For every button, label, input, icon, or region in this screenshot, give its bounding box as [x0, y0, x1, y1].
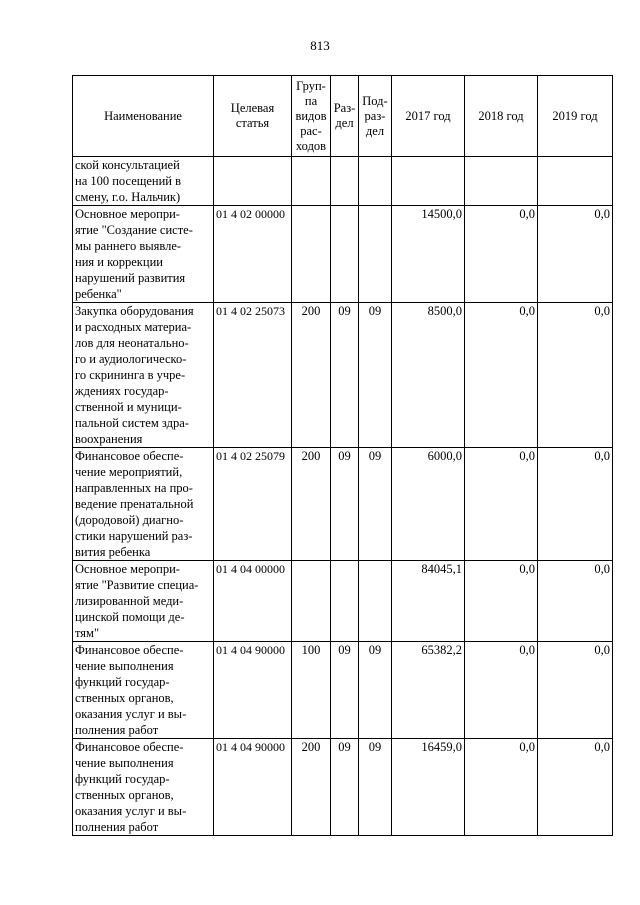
row-name-cell: [73, 448, 214, 561]
row-name-cell: [73, 206, 214, 303]
value-2018-cell: [465, 157, 538, 206]
header-line: видов: [295, 108, 327, 123]
row-name-line: мы раннего выявле-: [75, 239, 182, 253]
target-article-cell: 01 4 04 90000: [214, 739, 292, 836]
row-name-cell: [73, 303, 214, 448]
subsection-cell: 09: [359, 448, 392, 561]
section-cell: 09: [331, 642, 359, 739]
row-name-line: направленных на про-: [75, 481, 193, 495]
value-2019-cell: 0,0: [538, 206, 613, 303]
row-name-line: оказания услуг и вы-: [75, 804, 187, 818]
row-name-line: вития ребенка: [75, 545, 151, 559]
header-2019: 2019 год: [538, 76, 613, 157]
value-2018-cell: 0,0: [465, 448, 538, 561]
table-row: [73, 157, 613, 206]
row-name-line: ния и коррекции: [75, 255, 163, 269]
row-name-line: ственных органов,: [75, 691, 174, 705]
row-name-line: на 100 посещений в: [75, 174, 182, 188]
value-2017-cell: 6000,0: [392, 448, 465, 561]
subsection-cell: [359, 206, 392, 303]
header-expense-group: [292, 76, 331, 157]
header-name: Наименование: [73, 76, 214, 157]
value-2018-cell: 0,0: [465, 739, 538, 836]
target-article-cell: [214, 157, 292, 206]
header-line: статья: [235, 116, 270, 130]
header-line: Груп-: [296, 78, 326, 93]
value-2018-cell: 0,0: [465, 561, 538, 642]
value-2019-cell: 0,0: [538, 642, 613, 739]
row-name-line: Основное меропри-: [75, 207, 180, 221]
value-2018-cell: 0,0: [465, 303, 538, 448]
expense-group-cell: 200: [292, 739, 331, 836]
expense-group-cell: [292, 157, 331, 206]
budget-table: [72, 75, 613, 836]
row-name-line: полнения работ: [75, 723, 159, 737]
row-name-line: Финансовое обеспе-: [75, 449, 184, 463]
table-row: [73, 448, 613, 561]
row-name-line: го и аудиологическо-: [75, 352, 187, 366]
row-name-line: чение выполнения: [75, 756, 174, 770]
header-2018: 2018 год: [465, 76, 538, 157]
header-line: ходов: [295, 138, 327, 153]
section-cell: 09: [331, 448, 359, 561]
row-name-line: лизированной меди-: [75, 594, 184, 608]
header-subsection: [359, 76, 392, 157]
header-line: па: [304, 93, 318, 108]
table-row: [73, 561, 613, 642]
expense-group-cell: [292, 561, 331, 642]
value-2017-cell: 84045,1: [392, 561, 465, 642]
value-2019-cell: 0,0: [538, 303, 613, 448]
row-name-line: лов для неонатально-: [75, 336, 189, 350]
row-name-line: цинской помощи де-: [75, 610, 185, 624]
row-name-line: ственной и муници-: [75, 400, 182, 414]
row-name-line: нарушений развития: [75, 271, 186, 285]
target-article-cell: 01 4 02 00000: [214, 206, 292, 303]
value-2017-cell: [392, 157, 465, 206]
value-2019-cell: 0,0: [538, 448, 613, 561]
target-article-cell: 01 4 02 25073: [214, 303, 292, 448]
value-2019-cell: 0,0: [538, 561, 613, 642]
table-body: [73, 157, 613, 836]
row-name-line: тям": [75, 626, 100, 640]
row-name-line: полнения работ: [75, 820, 159, 834]
row-name-line: оказания услуг и вы-: [75, 707, 187, 721]
value-2018-cell: 0,0: [465, 206, 538, 303]
table-row: [73, 303, 613, 448]
value-2017-cell: 16459,0: [392, 739, 465, 836]
expense-group-cell: 200: [292, 448, 331, 561]
row-name-cell: [73, 561, 214, 642]
header-line: Раз-: [333, 101, 356, 115]
header-2017: 2017 год: [392, 76, 465, 157]
row-name-line: ственных органов,: [75, 788, 174, 802]
row-name-line: чение мероприятий,: [75, 465, 183, 479]
value-2017-cell: 65382,2: [392, 642, 465, 739]
row-name-line: (дородовой) диагно-: [75, 513, 184, 527]
row-name-line: ятие "Развитие специа-: [75, 578, 199, 592]
row-name-line: стики нарушений раз-: [75, 529, 193, 543]
target-article-cell: 01 4 04 90000: [214, 642, 292, 739]
subsection-cell: 09: [359, 739, 392, 836]
header-line: дел: [335, 116, 354, 130]
expense-group-cell: 100: [292, 642, 331, 739]
header-line: дел: [365, 123, 385, 138]
value-2019-cell: [538, 157, 613, 206]
subsection-cell: 09: [359, 642, 392, 739]
subsection-cell: [359, 561, 392, 642]
header-line: рас-: [300, 123, 322, 138]
row-name-line: смену, г.о. Нальчик): [75, 190, 181, 204]
target-article-cell: 01 4 02 25079: [214, 448, 292, 561]
row-name-line: ждениях государ-: [75, 384, 169, 398]
value-2017-cell: 8500,0: [392, 303, 465, 448]
row-name-cell: [73, 642, 214, 739]
header-row: [73, 76, 613, 157]
table-row: [73, 642, 613, 739]
header-line: раз-: [364, 108, 386, 123]
header-target-article: [214, 76, 292, 157]
section-cell: 09: [331, 303, 359, 448]
header-line: Целевая: [230, 101, 275, 115]
row-name-line: Финансовое обеспе-: [75, 643, 184, 657]
row-name-line: го скрининга в учре-: [75, 368, 186, 382]
table-row: [73, 206, 613, 303]
row-name-line: и расходных материа-: [75, 320, 192, 334]
section-cell: [331, 561, 359, 642]
row-name-line: функций государ-: [75, 772, 170, 786]
row-name-cell: [73, 157, 214, 206]
row-name-line: Основное меропри-: [75, 562, 180, 576]
value-2017-cell: 14500,0: [392, 206, 465, 303]
row-name-line: Закупка оборудования: [75, 304, 194, 318]
row-name-line: ятие "Создание систе-: [75, 223, 193, 237]
subsection-cell: 09: [359, 303, 392, 448]
target-article-cell: 01 4 04 00000: [214, 561, 292, 642]
section-cell: [331, 206, 359, 303]
row-name-line: чение выполнения: [75, 659, 174, 673]
table-row: [73, 739, 613, 836]
page-number: 813: [310, 38, 330, 53]
expense-group-cell: 200: [292, 303, 331, 448]
row-name-line: функций государ-: [75, 675, 170, 689]
header-section: [331, 76, 359, 157]
row-name-line: пальной систем здра-: [75, 416, 189, 430]
row-name-line: ребенка": [75, 287, 122, 301]
header-line: Под-: [362, 93, 388, 108]
row-name-line: воохранения: [75, 432, 143, 446]
section-cell: [331, 157, 359, 206]
row-name-line: ской консультацией: [75, 158, 180, 172]
row-name-line: ведение пренатальной: [75, 497, 194, 511]
value-2018-cell: 0,0: [465, 642, 538, 739]
row-name-cell: [73, 739, 214, 836]
subsection-cell: [359, 157, 392, 206]
value-2019-cell: 0,0: [538, 739, 613, 836]
row-name-line: Финансовое обеспе-: [75, 740, 184, 754]
section-cell: 09: [331, 739, 359, 836]
expense-group-cell: [292, 206, 331, 303]
